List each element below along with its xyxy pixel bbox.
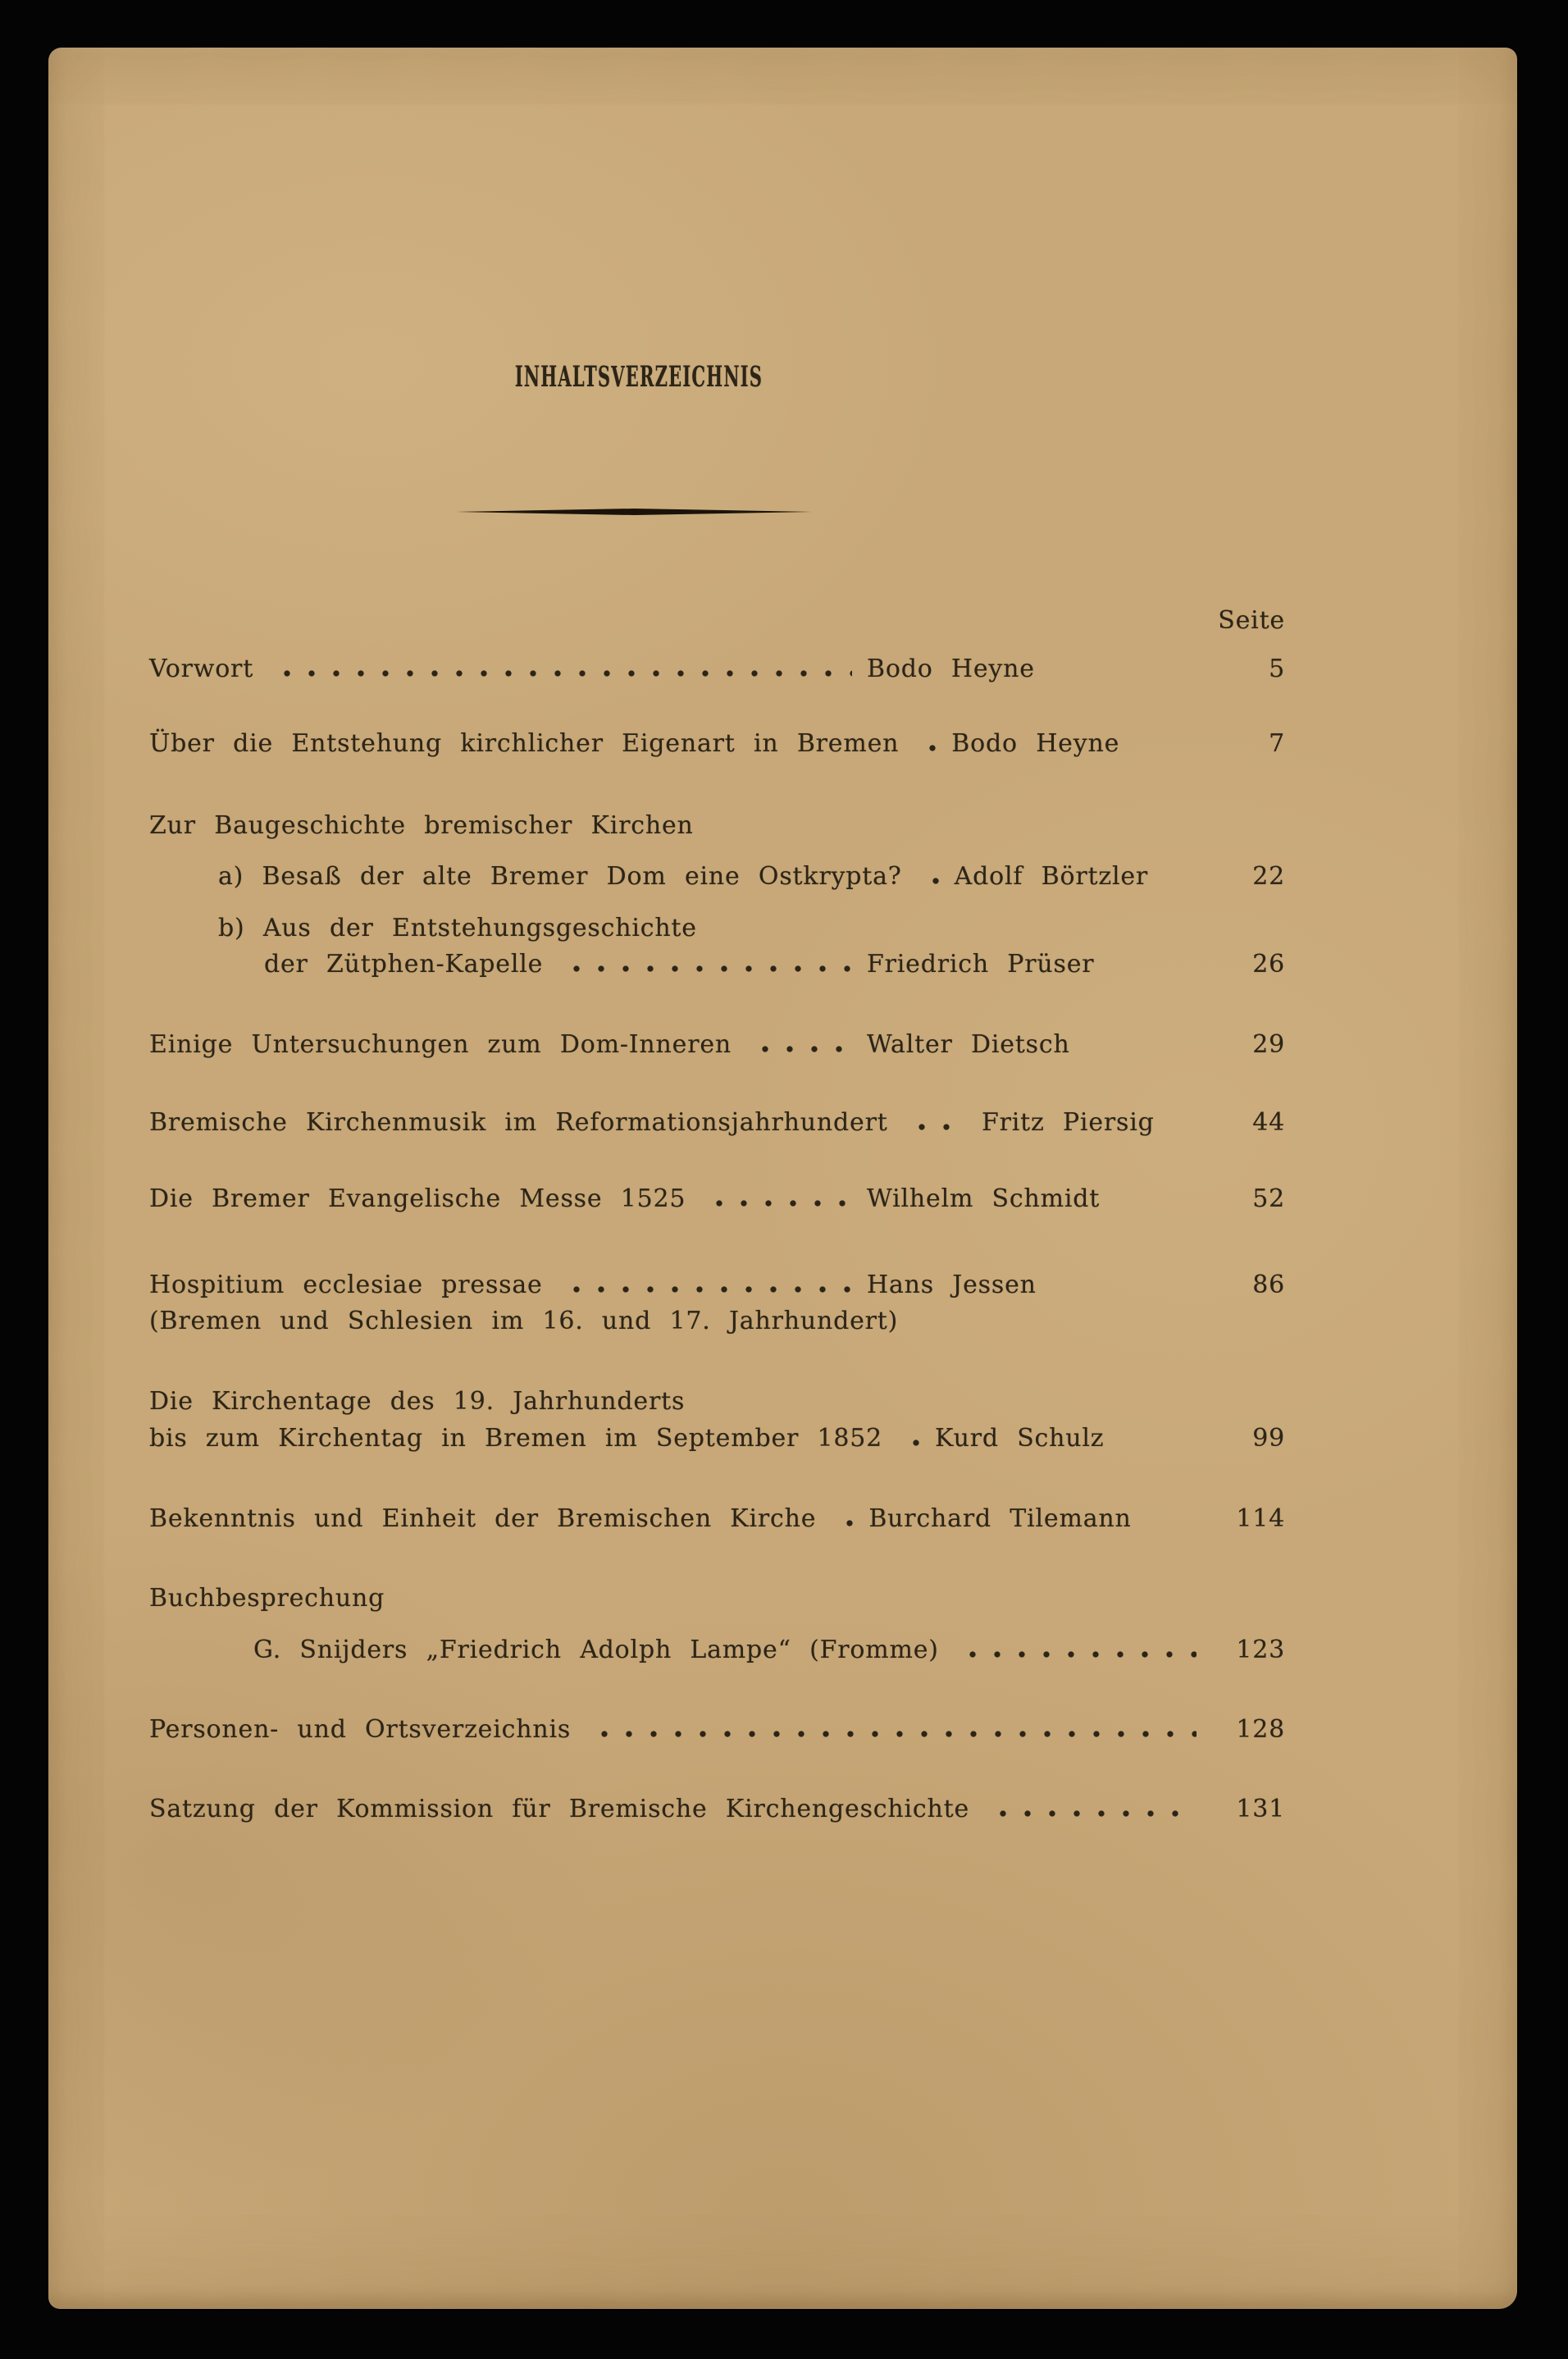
toc-entry-title: Hospitium ecclesiae pressae — [149, 1271, 543, 1299]
toc-entry-page: 128 — [1236, 1715, 1285, 1744]
toc-entry-author: Walter Dietsch — [867, 1030, 1070, 1059]
toc-row — [149, 860, 1285, 893]
toc-entry-author: Kurd Schulz — [935, 1424, 1105, 1453]
toc-entry-author: Bodo Heyne — [867, 655, 1035, 683]
toc-entry-page: 52 — [1252, 1184, 1285, 1213]
toc-row — [149, 912, 1285, 945]
toc-entry-subtitle: (Bremen und Schlesien im 16. und 17. Jahrhundert) — [149, 1307, 899, 1335]
dot-leader — [920, 743, 937, 753]
toc-entry-page: 5 — [1269, 655, 1285, 683]
toc-row — [149, 1422, 1285, 1455]
toc-entry-title: Personen- und Ortsverzeichnis — [149, 1715, 572, 1744]
toc-entry-title: Bekenntnis und Einheit der Bremischen Kirche — [149, 1504, 817, 1533]
toc-row — [149, 1385, 1285, 1418]
toc-entry-title: der Zütphen-Kapelle — [264, 950, 544, 979]
toc-row — [149, 1029, 1285, 1061]
toc-row — [149, 1183, 1285, 1216]
toc-entry-title: Satzung der Kommission für Bremische Kirchengeschichte — [149, 1795, 970, 1823]
column-header-row — [149, 605, 1285, 637]
toc-entry-title: Einige Untersuchungen zum Dom-Inneren — [149, 1030, 732, 1059]
dot-leader — [909, 1122, 967, 1132]
seite-column-label: Seite — [1218, 606, 1285, 635]
dot-leader — [923, 876, 940, 886]
dot-leader — [960, 1649, 1197, 1659]
toc-entry-title: G. Snijders „Friedrich Adolph Lampe“ (Fromme) — [253, 1636, 939, 1664]
dot-leader — [991, 1809, 1197, 1818]
toc-section-title: Zur Baugeschichte bremischer Kirchen — [149, 811, 694, 840]
dot-leader — [564, 964, 852, 974]
dot-leader — [707, 1198, 852, 1208]
toc-entry-page: 7 — [1269, 729, 1285, 758]
toc-row — [149, 1793, 1285, 1826]
toc-entry-page: 123 — [1236, 1636, 1285, 1664]
toc-entry-title: b) Aus der Entstehungsgeschichte — [218, 914, 697, 942]
toc-entry-page: 99 — [1252, 1424, 1285, 1453]
toc-entry-title: Vorwort — [149, 655, 254, 683]
toc-section-title: Buchbesprechung — [149, 1584, 385, 1613]
dot-leader — [275, 668, 852, 678]
book-page — [48, 48, 1517, 2309]
toc-subtitle-row — [149, 1305, 1285, 1338]
toc-entry-page: 86 — [1252, 1271, 1285, 1299]
toc-section-row — [149, 810, 1285, 842]
divider-rule — [456, 509, 812, 515]
toc-entry-page: 114 — [1236, 1504, 1285, 1533]
toc-row — [149, 1269, 1285, 1302]
toc-entry-author: Wilhelm Schmidt — [867, 1184, 1101, 1213]
toc-section-row — [149, 1582, 1285, 1615]
dot-leader — [904, 1438, 920, 1448]
toc-entry-title: bis zum Kirchentag in Bremen im September 1852 — [149, 1424, 883, 1453]
dot-leader — [837, 1518, 854, 1528]
toc-row — [149, 1503, 1285, 1535]
toc-entry-author: Adolf Börtzler — [954, 862, 1149, 891]
toc-row — [149, 948, 1285, 981]
toc-row — [149, 1713, 1285, 1746]
toc-row — [149, 728, 1285, 760]
toc-entry-title: Bremische Kirchenmusik im Reformationsjahrhundert — [149, 1108, 888, 1137]
toc-entry-page: 131 — [1236, 1795, 1285, 1823]
dot-leader — [592, 1729, 1197, 1739]
toc-row — [149, 1106, 1285, 1139]
toc-row — [149, 1634, 1285, 1667]
toc-entry-title: a) Besaß der alte Bremer Dom eine Ostkrypta? — [218, 862, 902, 891]
toc-entry-author: Burchard Tilemann — [868, 1504, 1132, 1533]
toc-entry-title: Die Kirchentage des 19. Jahrhunderts — [149, 1387, 686, 1416]
toc-entry-author: Fritz Piersig — [982, 1108, 1155, 1137]
dot-leader — [753, 1044, 852, 1054]
toc-entry-title: Über die Entstehung kirchlicher Eigenart in Bremen — [149, 729, 900, 758]
toc-row — [149, 653, 1285, 686]
toc-entry-author: Hans Jessen — [867, 1271, 1037, 1299]
toc-entry-author: Friedrich Prüser — [867, 950, 1095, 979]
toc-entry-page: 44 — [1252, 1108, 1285, 1137]
toc-entry-author: Bodo Heyne — [951, 729, 1120, 758]
dot-leader — [564, 1284, 852, 1294]
toc-entry-page: 26 — [1252, 950, 1285, 979]
toc-entry-page: 29 — [1252, 1030, 1285, 1059]
toc-entry-title: Die Bremer Evangelische Messe 1525 — [149, 1184, 686, 1213]
page-title: INHALTSVERZEICHNIS — [514, 360, 763, 394]
toc-entry-page: 22 — [1252, 862, 1285, 891]
